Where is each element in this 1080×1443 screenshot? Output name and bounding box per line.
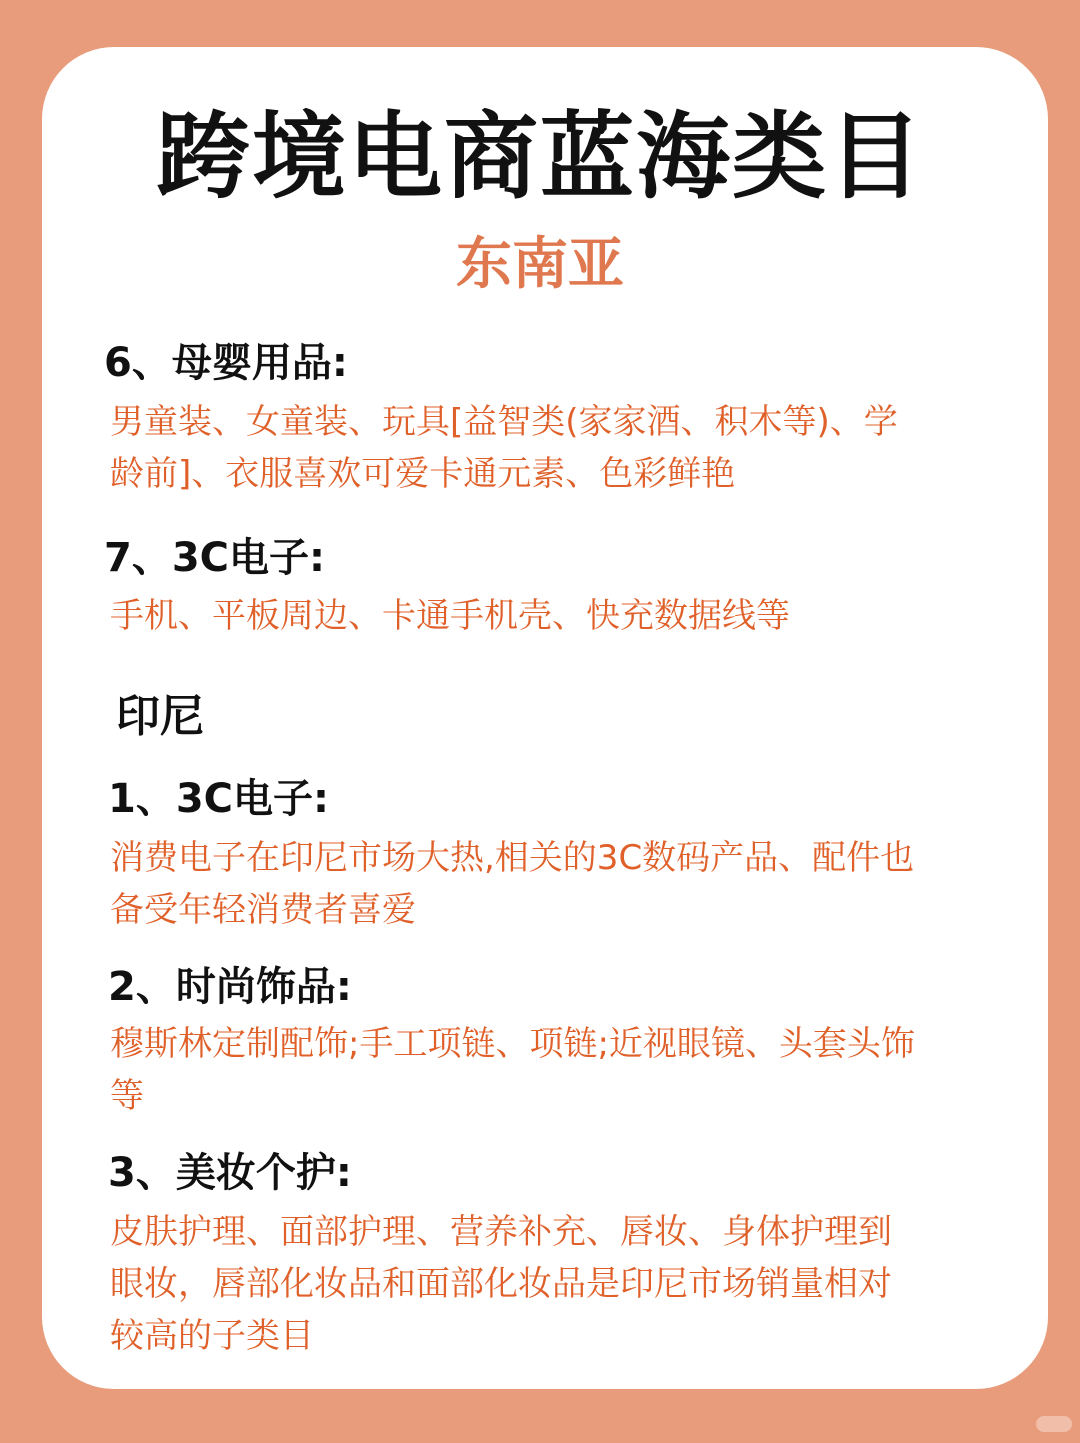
region-subtitle: 东南亚 <box>456 232 624 297</box>
section-text-fashion-accessories: 穆斯林定制配饰;手工项链、项链;近视眼镜、头套头饰 等 <box>110 1024 915 1116</box>
section-text-beauty-care: 皮肤护理、面部护理、营养补充、唇妆、身体护理到 眼妆，唇部化妆品和面部化妆品是印尼市场销量相对 较高的子类目 <box>110 1212 892 1356</box>
region-label-indonesia: 印尼 <box>116 691 204 742</box>
section-heading-beauty-care: 3、美妆个护: <box>108 1150 352 1196</box>
section-heading-fashion-accessories: 2、时尚饰品: <box>108 964 352 1010</box>
section-text-maternal-baby: 男童装、女童装、玩具[益智类(家家酒、积木等)、学 龄前]、衣服喜欢可爱卡通元素、色彩鲜艳 <box>110 402 898 494</box>
section-heading-3c-electronics: 7、3C电子: <box>104 535 326 581</box>
section-heading-maternal-baby: 6、母婴用品: <box>104 340 348 386</box>
section-text-3c-electronics: 手机、平板周边、卡通手机壳、快充数据线等 <box>110 596 790 636</box>
section-text-indonesia-3c: 消费电子在印尼市场大热,相关的3C数码产品、配件也 备受年轻消费者喜爱 <box>110 838 915 930</box>
page-title: 跨境电商蓝海类目 <box>155 103 924 212</box>
section-heading-indonesia-3c: 1、3C电子: <box>108 776 330 822</box>
watermark-badge <box>1036 1416 1072 1432</box>
